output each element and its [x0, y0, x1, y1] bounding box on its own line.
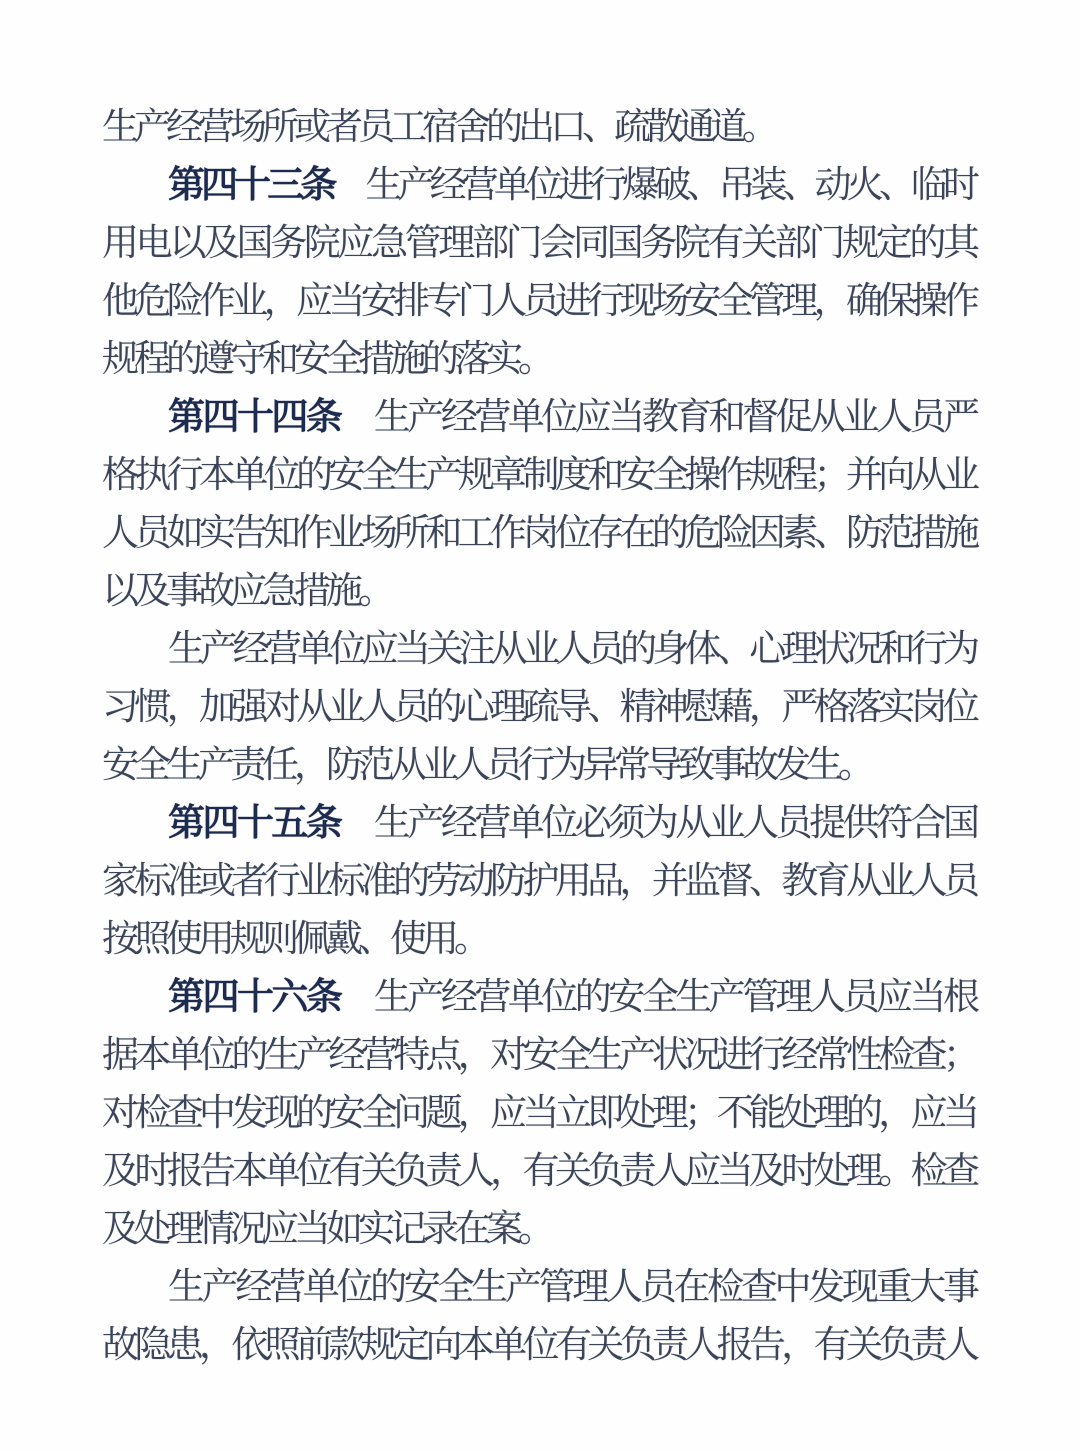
text-line	[102, 562, 975, 620]
text-line	[102, 1026, 975, 1084]
line-text: 据本单位的生产经营特点，对安全生产状况进行经常性检查；	[102, 1033, 975, 1076]
line-text: 习惯，加强对从业人员的心理疏导、精神慰藉，严格落实岗位	[102, 685, 975, 728]
line-text: 生产经营单位必须为从业人员提供符合国	[340, 801, 976, 844]
line-text: 生产经营场所或者员工宿舍的出口、疏散通道。	[102, 105, 774, 148]
line-text: 生产经营单位的安全生产管理人员应当根	[340, 975, 976, 1018]
line-text: 他危险作业，应当安排专门人员进行现场安全管理，确保操作	[102, 279, 975, 322]
text-line	[102, 156, 975, 214]
line-text: 格执行本单位的安全生产规章制度和安全操作规程；并向从业	[102, 453, 975, 496]
text-line	[102, 1200, 975, 1258]
article-number: 第四十五条	[168, 801, 341, 844]
text-line	[102, 1316, 975, 1374]
line-text: 人员如实告知作业场所和工作岗位存在的危险因素、防范措施	[102, 511, 975, 554]
article-number: 第四十六条	[168, 975, 341, 1018]
text-line	[102, 1142, 975, 1200]
line-text: 对检查中发现的安全问题，应当立即处理；不能处理的，应当	[102, 1091, 975, 1134]
article-number: 第四十四条	[168, 395, 341, 438]
text-line	[102, 272, 975, 330]
text-line	[102, 446, 975, 504]
text-line	[102, 214, 975, 272]
text-line	[102, 330, 975, 388]
line-text: 按照使用规则佩戴、使用。	[102, 917, 486, 960]
line-text: 及处理情况应当如实记录在案。	[102, 1207, 550, 1250]
text-line	[102, 1084, 975, 1142]
line-text: 以及事故应急措施。	[102, 569, 390, 612]
line-text: 家标准或者行业标准的劳动防护用品，并监督、教育从业人员	[102, 859, 975, 902]
line-text: 生产经营单位应当教育和督促从业人员严	[340, 395, 976, 438]
text-line	[102, 736, 975, 794]
text-line	[102, 852, 975, 910]
line-text: 生产经营单位进行爆破、吊装、动火、临时	[333, 163, 976, 206]
text-line	[102, 968, 975, 1026]
text-line	[102, 98, 975, 156]
article-number: 第四十三条	[168, 163, 334, 206]
text-line	[102, 620, 975, 678]
document-text-body	[102, 98, 975, 1374]
text-line	[102, 504, 975, 562]
text-line	[102, 1258, 975, 1316]
line-text: 安全生产责任，防范从业人员行为异常导致事故发生。	[102, 743, 870, 786]
line-text: 故隐患，依照前款规定向本单位有关负责人报告，有关负责人	[102, 1323, 975, 1366]
line-text: 规程的遵守和安全措施的落实。	[102, 337, 550, 380]
text-line	[102, 388, 975, 446]
line-text: 及时报告本单位有关负责人，有关负责人应当及时处理。检查	[102, 1149, 975, 1192]
line-text: 生产经营单位的安全生产管理人员在检查中发现重大事	[168, 1265, 975, 1308]
text-line	[102, 678, 975, 736]
text-line	[102, 794, 975, 852]
text-line	[102, 910, 975, 968]
line-text: 用电以及国务院应急管理部门会同国务院有关部门规定的其	[102, 221, 975, 264]
line-text: 生产经营单位应当关注从业人员的身体、心理状况和行为	[168, 627, 975, 670]
